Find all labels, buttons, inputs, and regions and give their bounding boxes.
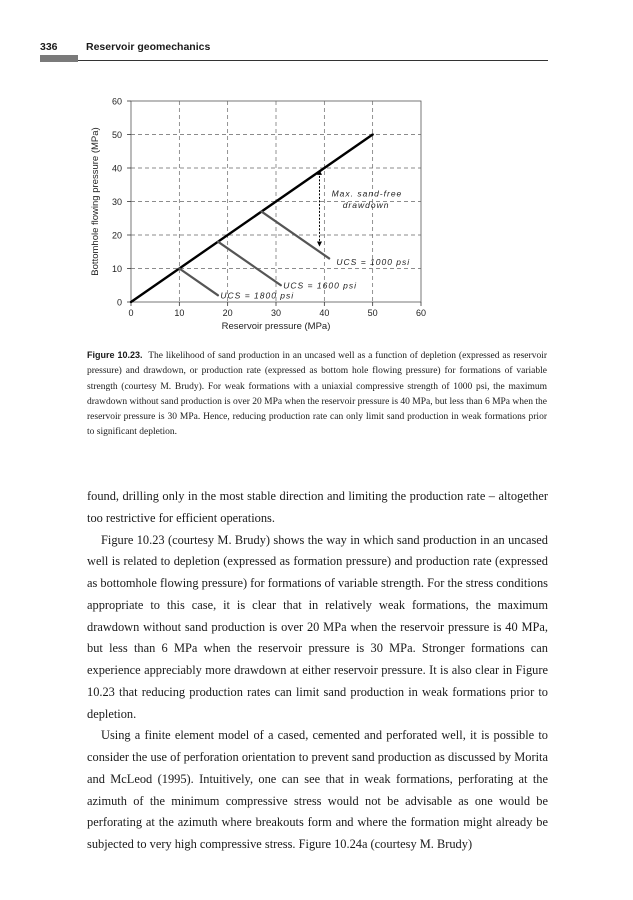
- y-tick-label: 30: [111, 197, 122, 207]
- y-tick-label: 10: [111, 264, 122, 274]
- figure-chart: [86, 86, 446, 340]
- running-header: [40, 41, 548, 63]
- x-tick-label: 20: [222, 308, 233, 318]
- header-rule: [78, 60, 548, 61]
- y-tick-label: 50: [111, 130, 122, 140]
- y-axis-label: Bottomhole flowing pressure (MPa): [90, 127, 101, 276]
- body-paragraph: found, drilling only in the most stable direction and limiting the production rate – altogether too restrictive for efficient operations.: [87, 489, 548, 525]
- y-tick-label: 60: [111, 96, 122, 107]
- series-line-main: [131, 135, 373, 303]
- x-tick-label: 30: [270, 308, 282, 318]
- annotation: Max. sand-free: [331, 188, 403, 199]
- y-tick-label: 40: [111, 163, 122, 174]
- y-tick-label: 20: [111, 230, 122, 241]
- page-number: 336: [40, 41, 58, 53]
- annotation: UCS = 1800 psi: [220, 290, 295, 301]
- series-line-ucs: [179, 269, 218, 296]
- x-tick-label: 60: [415, 308, 427, 318]
- figure-caption-text: The likelihood of sand production in an uncased well as a function of depletion (expressed as reservoir pressure) and drawdown, or production rate (expressed as bottom hole flowing pressure) for formations of variable strength (courtesy M. Brudy). For weak formations with a uniaxial compressive strength of 1000 psi, the maximum drawdown without sand production is over 20 MPa when the reservoir pressure is 40 MPa, but less than 6 MPa when the reservoir pressure is 30 MPa. Hence, reducing production rate can only limit sand production in weak formations prior to significant depletion.: [87, 351, 547, 438]
- chart-svg: [86, 86, 446, 340]
- x-tick-label: 10: [174, 308, 185, 318]
- header-block-accent: [40, 55, 78, 62]
- figure-caption: [87, 348, 547, 441]
- body-text: [87, 486, 548, 856]
- x-tick-label: 40: [319, 308, 330, 318]
- running-title: Reservoir geomechanics: [86, 41, 211, 53]
- x-tick-label: 50: [367, 308, 378, 318]
- annotation: drawdown: [342, 200, 390, 211]
- x-tick-label: 0: [128, 308, 134, 318]
- body-paragraph: Figure 10.23 (courtesy M. Brudy) shows the way in which sand production in an uncased well is related to depletion (expressed as formation pressure) and production rate (expressed as bottomhole flowing pressure) for formations of variable strength. For the stress conditions appropriate to this case, it is clear that in relatively weak formations, the maximum drawdown without sand production is over 20 MPa when the reservoir pressure is 40 MPa, but less than 6 MPa when the reservoir pressure is 30 MPa. Stronger formations can experience appreciably more drawdown at either reservoir pressure. It is also clear in Figure 10.23 that reducing production rates can limit sand production in weak formations prior to depletion.: [87, 532, 548, 721]
- figure-label: Figure 10.23.: [87, 350, 143, 360]
- annotation: UCS = 1600 psi: [283, 280, 358, 291]
- y-tick-label: 0: [116, 297, 122, 308]
- annotation: UCS = 1000 psi: [336, 257, 411, 268]
- body-paragraph: Using a finite element model of a cased, cemented and perforated well, it is possible to consider the use of perforation orientation to prevent sand production as discussed by Morita and McLeod (1995). Intuitively, one can see that in weak formations, perforating at the azimuth of the minimum compressive stress would not be advisable as one would be perforating at the azimuth where breakouts form and where the formation might already be subjected to very high compressive stress. Figure 10.24a (courtesy M. Brudy): [87, 728, 548, 851]
- x-axis-label: Reservoir pressure (MPa): [221, 321, 331, 332]
